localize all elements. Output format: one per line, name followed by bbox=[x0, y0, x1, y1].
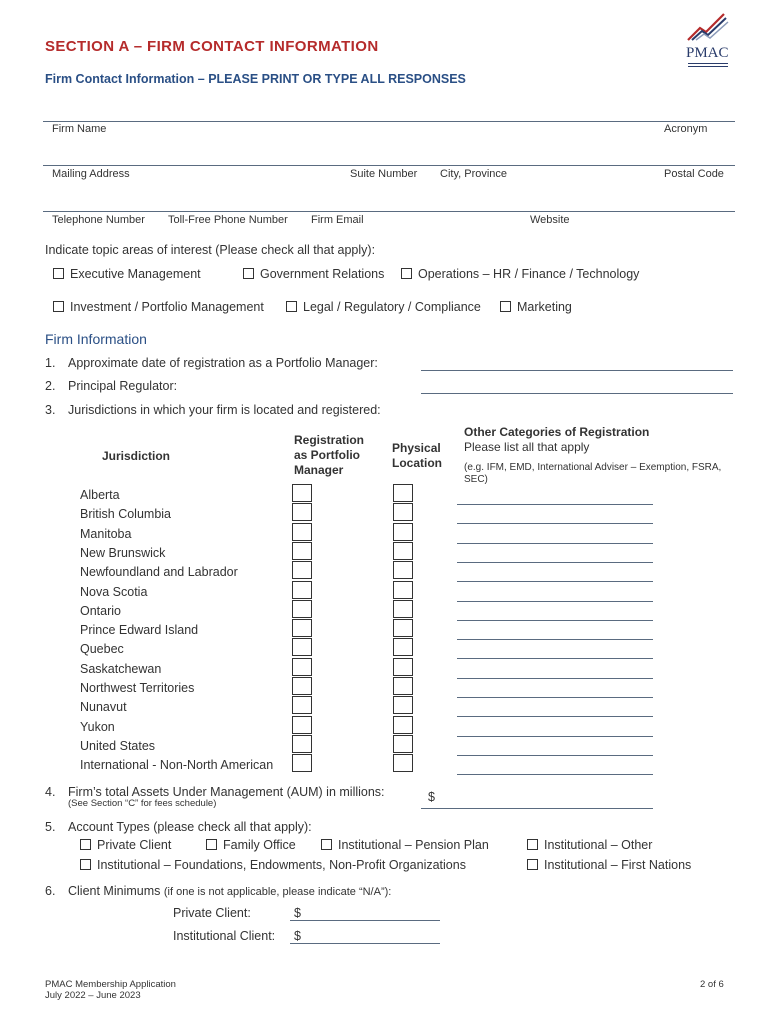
physical-location-checkbox[interactable] bbox=[393, 638, 413, 656]
firm-email-label: Firm Email bbox=[311, 214, 364, 226]
col-physical: Physical Location bbox=[392, 441, 442, 470]
telephone-label: Telephone Number bbox=[52, 214, 145, 226]
q5-number: 5. bbox=[45, 820, 56, 834]
jurisdiction-name: Alberta bbox=[80, 488, 120, 502]
other-registration-field[interactable] bbox=[457, 716, 653, 717]
aum-currency: $ bbox=[428, 790, 435, 804]
interest-marketing[interactable]: Marketing bbox=[500, 300, 572, 314]
physical-location-checkbox[interactable] bbox=[393, 542, 413, 560]
other-registration-field[interactable] bbox=[457, 581, 653, 582]
toll-free-label: Toll-Free Phone Number bbox=[168, 214, 288, 226]
registration-checkbox[interactable] bbox=[292, 754, 312, 772]
registration-checkbox[interactable] bbox=[292, 696, 312, 714]
registration-checkbox[interactable] bbox=[292, 677, 312, 695]
jurisdiction-name: United States bbox=[80, 739, 156, 753]
registration-checkbox[interactable] bbox=[292, 658, 312, 676]
account-foundations[interactable]: Institutional – Foundations, Endowments, Non-Profit Organizations bbox=[80, 858, 466, 872]
checkbox-icon[interactable] bbox=[286, 301, 297, 312]
account-types-label: Account Types (please check all that apply): bbox=[68, 820, 312, 834]
other-registration-field[interactable] bbox=[457, 678, 653, 679]
registration-checkbox[interactable] bbox=[292, 523, 312, 541]
footer-title: PMAC Membership Application bbox=[45, 979, 176, 990]
registration-checkbox[interactable] bbox=[292, 542, 312, 560]
checkbox-icon[interactable] bbox=[80, 839, 91, 850]
jurisdiction-name: Saskatchewan bbox=[80, 662, 162, 676]
interest-government-relations[interactable]: Government Relations bbox=[243, 267, 384, 281]
other-registration-field[interactable] bbox=[457, 562, 653, 563]
interest-investment[interactable]: Investment / Portfolio Management bbox=[53, 300, 264, 314]
other-registration-field[interactable] bbox=[457, 697, 653, 698]
mailing-address-label: Mailing Address bbox=[52, 168, 130, 180]
other-registration-field[interactable] bbox=[457, 658, 653, 659]
logo-text: PMAC bbox=[686, 45, 729, 61]
checkbox-icon[interactable] bbox=[401, 268, 412, 279]
q4-number: 4. bbox=[45, 785, 56, 799]
checkbox-icon[interactable] bbox=[243, 268, 254, 279]
registration-checkbox[interactable] bbox=[292, 503, 312, 521]
other-registration-field[interactable] bbox=[457, 504, 653, 505]
other-registration-field[interactable] bbox=[457, 755, 653, 756]
checkbox-icon[interactable] bbox=[206, 839, 217, 850]
physical-location-checkbox[interactable] bbox=[393, 677, 413, 695]
other-registration-field[interactable] bbox=[457, 543, 653, 544]
other-registration-field[interactable] bbox=[457, 601, 653, 602]
q2-label: Principal Regulator: bbox=[68, 379, 178, 393]
account-family-office[interactable]: Family Office bbox=[206, 838, 296, 852]
registration-checkbox[interactable] bbox=[292, 561, 312, 579]
q6-number: 6. bbox=[45, 884, 56, 898]
physical-location-checkbox[interactable] bbox=[393, 696, 413, 714]
jurisdiction-name: Nova Scotia bbox=[80, 585, 148, 599]
checkbox-icon[interactable] bbox=[80, 859, 91, 870]
suite-number-label: Suite Number bbox=[350, 168, 418, 180]
website-label: Website bbox=[530, 214, 570, 226]
account-institutional-other[interactable]: Institutional – Other bbox=[527, 838, 652, 852]
q2-number: 2. bbox=[45, 379, 56, 393]
page-number: 2 of 6 bbox=[700, 979, 724, 990]
checkbox-icon[interactable] bbox=[53, 268, 64, 279]
form-subtitle: Firm Contact Information – PLEASE PRINT OR TYPE ALL RESPONSES bbox=[45, 72, 466, 86]
private-client-currency: $ bbox=[294, 906, 301, 920]
registration-checkbox[interactable] bbox=[292, 581, 312, 599]
registration-checkbox[interactable] bbox=[292, 735, 312, 753]
physical-location-checkbox[interactable] bbox=[393, 503, 413, 521]
interest-executive-management[interactable]: Executive Management bbox=[53, 267, 201, 281]
interests-prompt: Indicate topic areas of interest (Please check all that apply): bbox=[45, 243, 376, 257]
registration-checkbox[interactable] bbox=[292, 484, 312, 502]
other-registration-field[interactable] bbox=[457, 620, 653, 621]
registration-checkbox[interactable] bbox=[292, 619, 312, 637]
principal-regulator-field[interactable] bbox=[421, 393, 733, 394]
jurisdiction-name: Ontario bbox=[80, 604, 121, 618]
firm-info-heading: Firm Information bbox=[45, 331, 147, 347]
other-registration-field[interactable] bbox=[457, 774, 653, 775]
registration-checkbox[interactable] bbox=[292, 638, 312, 656]
col-jurisdiction: Jurisdiction bbox=[102, 449, 171, 463]
q1-number: 1. bbox=[45, 356, 56, 370]
acronym-label: Acronym bbox=[664, 123, 708, 135]
registration-checkbox[interactable] bbox=[292, 600, 312, 618]
interest-operations[interactable]: Operations – HR / Finance / Technology bbox=[401, 267, 639, 281]
col-other-title: Other Categories of Registration bbox=[464, 425, 650, 439]
physical-location-checkbox[interactable] bbox=[393, 484, 413, 502]
city-province-label: City, Province bbox=[440, 168, 508, 180]
account-pension-plan[interactable]: Institutional – Pension Plan bbox=[321, 838, 489, 852]
aum-note: (See Section “C” for fees schedule) bbox=[68, 798, 217, 809]
section-title: SECTION A – FIRM CONTACT INFORMATION bbox=[45, 38, 379, 55]
account-private-client[interactable]: Private Client bbox=[80, 838, 171, 852]
checkbox-icon[interactable] bbox=[527, 859, 538, 870]
interest-legal[interactable]: Legal / Regulatory / Compliance bbox=[286, 300, 481, 314]
physical-location-checkbox[interactable] bbox=[393, 523, 413, 541]
col-other-example: (e.g. IFM, EMD, International Adviser – Exemption, FSRA, SEC) bbox=[464, 462, 722, 485]
physical-location-checkbox[interactable] bbox=[393, 581, 413, 599]
other-registration-field[interactable] bbox=[457, 736, 653, 737]
logo-swoosh-icon bbox=[684, 12, 732, 42]
jurisdiction-name: Newfoundland and Labrador bbox=[80, 565, 238, 579]
jurisdiction-name: Nunavut bbox=[80, 700, 127, 714]
jurisdiction-name: New Brunswick bbox=[80, 546, 166, 560]
physical-location-checkbox[interactable] bbox=[393, 754, 413, 772]
footer-dates: July 2022 – June 2023 bbox=[45, 990, 141, 1001]
firm-name-label: Firm Name bbox=[52, 123, 107, 135]
postal-code-label: Postal Code bbox=[664, 168, 724, 180]
jurisdiction-name: Yukon bbox=[80, 720, 115, 734]
jurisdiction-name: Prince Edward Island bbox=[80, 623, 199, 637]
jurisdiction-name: Manitoba bbox=[80, 527, 132, 541]
col-other-sub: Please list all that apply bbox=[464, 440, 590, 454]
q1-label: Approximate date of registration as a Portfolio Manager: bbox=[68, 356, 378, 370]
institutional-client-field[interactable] bbox=[290, 943, 440, 944]
physical-location-checkbox[interactable] bbox=[393, 619, 413, 637]
physical-location-checkbox[interactable] bbox=[393, 600, 413, 618]
registration-checkbox[interactable] bbox=[292, 716, 312, 734]
client-minimums-label: Client Minimums (if one is not applicable, please indicate “N/A”): bbox=[68, 884, 392, 898]
pmac-logo bbox=[684, 12, 732, 64]
mailing-address-field[interactable] bbox=[43, 182, 735, 210]
institutional-client-currency: $ bbox=[294, 929, 301, 943]
firm-name-field[interactable] bbox=[43, 136, 735, 164]
account-first-nations[interactable]: Institutional – First Nations bbox=[527, 858, 691, 872]
physical-location-checkbox[interactable] bbox=[393, 561, 413, 579]
jurisdiction-name: British Columbia bbox=[80, 507, 172, 521]
jurisdiction-name: Northwest Territories bbox=[80, 681, 195, 695]
checkbox-icon[interactable] bbox=[53, 301, 64, 312]
col-registration: Registration as Portfolio Manager bbox=[294, 433, 365, 477]
private-client-field[interactable] bbox=[290, 920, 440, 921]
checkbox-icon[interactable] bbox=[321, 839, 332, 850]
q3-label: Jurisdictions in which your firm is located and registered: bbox=[68, 403, 381, 417]
private-client-label: Private Client: bbox=[173, 906, 251, 920]
institutional-client-label: Institutional Client: bbox=[173, 929, 276, 943]
registration-date-field[interactable] bbox=[421, 370, 733, 371]
jurisdiction-name: International - Non-North American bbox=[80, 758, 274, 772]
other-registration-field[interactable] bbox=[457, 639, 653, 640]
aum-label: Firm’s total Assets Under Management (AUM) in millions: bbox=[68, 785, 385, 799]
aum-field[interactable] bbox=[421, 808, 653, 809]
checkbox-icon[interactable] bbox=[527, 839, 538, 850]
jurisdiction-name: Quebec bbox=[80, 642, 124, 656]
physical-location-checkbox[interactable] bbox=[393, 735, 413, 753]
physical-location-checkbox[interactable] bbox=[393, 716, 413, 734]
q3-number: 3. bbox=[45, 403, 56, 417]
physical-location-checkbox[interactable] bbox=[393, 658, 413, 676]
other-registration-field[interactable] bbox=[457, 523, 653, 524]
checkbox-icon[interactable] bbox=[500, 301, 511, 312]
